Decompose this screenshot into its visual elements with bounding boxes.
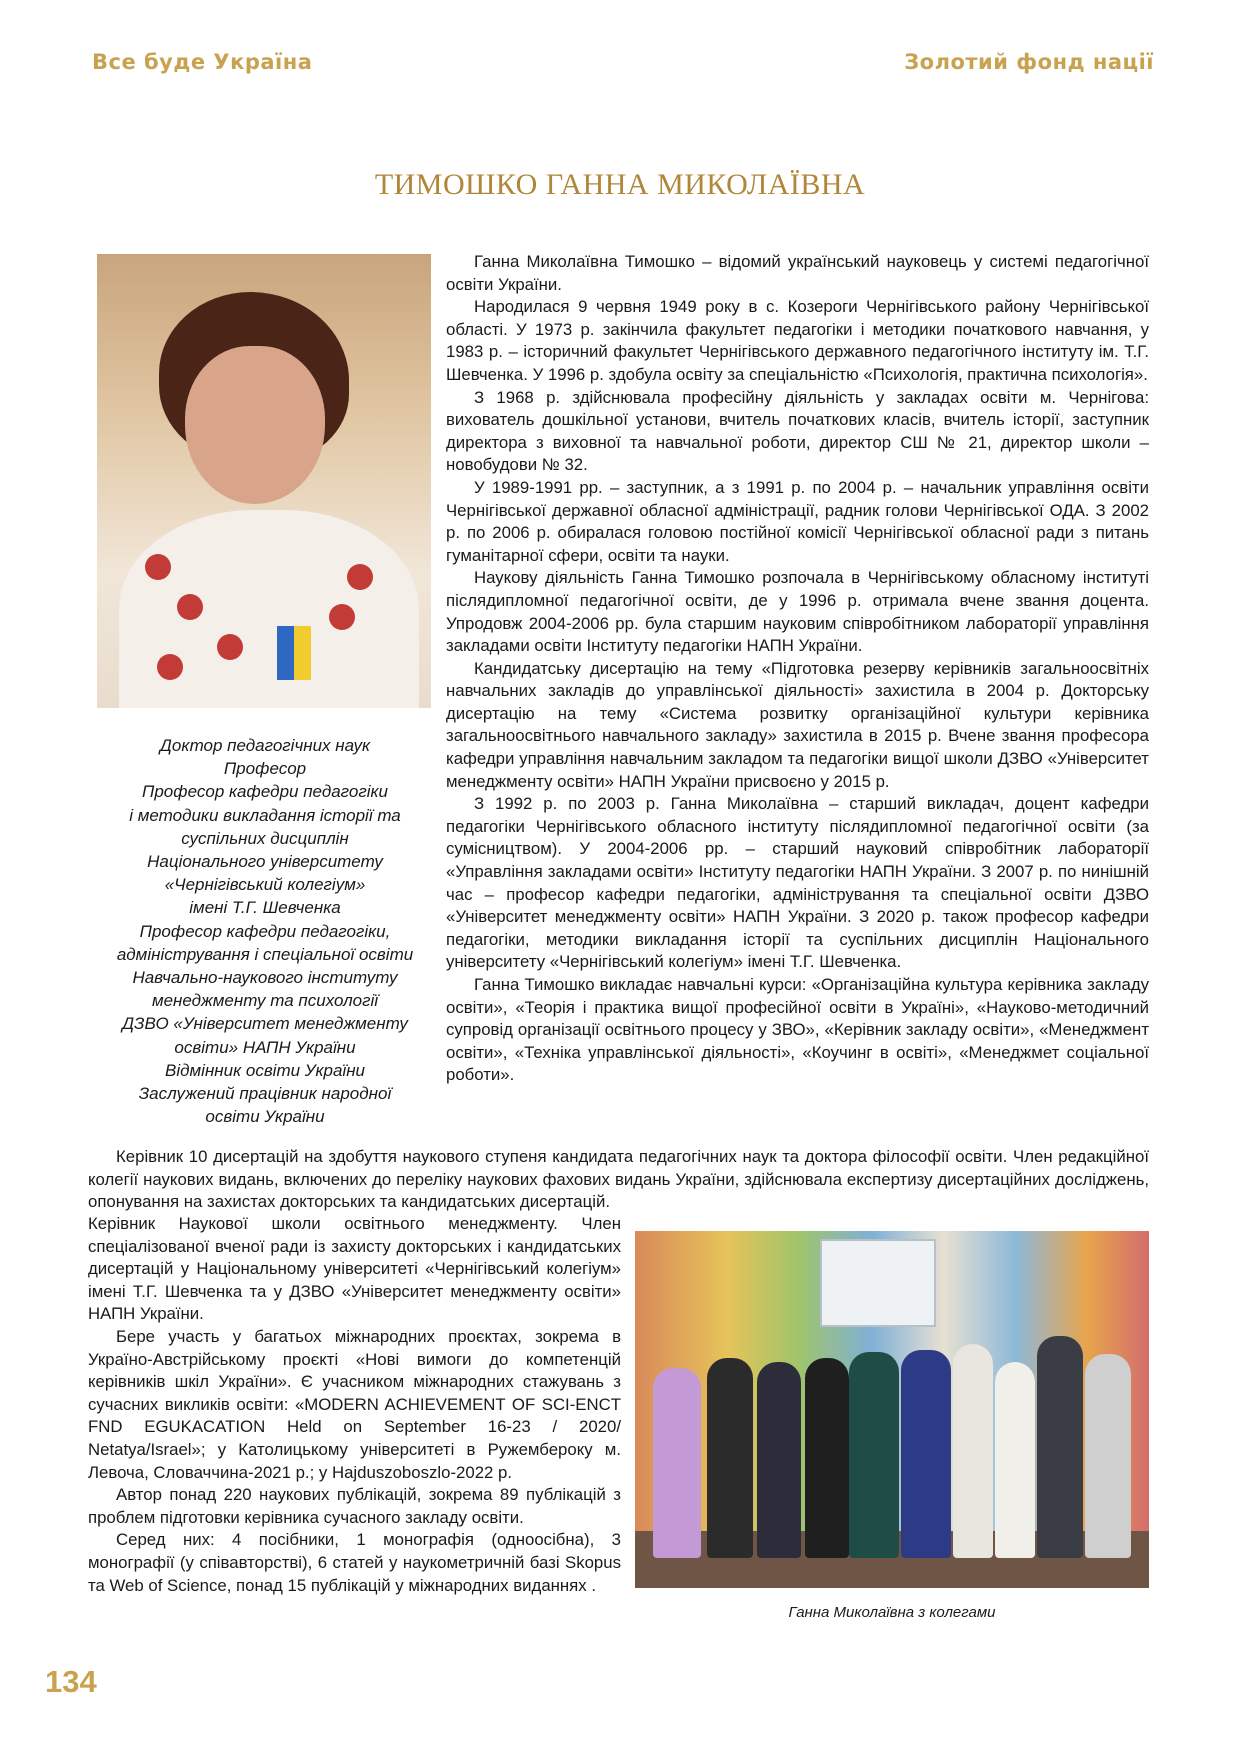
paragraph: Керівник 10 дисертацій на здобуття наукового ступеня кандидата педагогічних наук та доктора філософії освіти. Член редакційної колегії наукових видань, включених до переліку наукових фахових видань України, здійснювала експертизу дисертаційних досліджень, опонування на захистах докторських та кандидатських дисертацій. [88, 1147, 1149, 1212]
caption-line: адміністрування і спеціальної освіти [116, 944, 414, 964]
paragraph: Наукову діяльність Ганна Тимошко розпочала в Чернігівському обласному інституті післядипломної педагогічної освіти, де у 1996 р. отримала вчене звання доцента. Упродовж 2004-2006 рр. була старшим науковим співробітником лабораторії управління закладами освіти Інституту педагогіки НАПН України. [446, 568, 1149, 656]
caption-line: Професор кафедри педагогіки [142, 782, 388, 802]
page-number: 134 [45, 1664, 97, 1699]
caption-line: «Чернігівський колегіум» [164, 875, 366, 895]
paragraph: Серед них: 4 посібники, 1 монографія (одноосібна), 3 монографії (у співавторстві), 6 статей у наукометричній базі Skopus та Web of Science, понад 15 публікацій у міжнародних виданнях . [88, 1530, 621, 1595]
caption-line: Навчально-наукового інституту [132, 968, 398, 988]
caption-line: суспільних дисциплін [181, 828, 349, 848]
group-photo [635, 1231, 1149, 1588]
projector-screen [820, 1239, 936, 1327]
caption-line: менеджменту та психології [151, 991, 379, 1011]
paragraph: У 1989-1991 рр. – заступник, а з 1991 р. по 2004 р. – начальник управління освіти Чернігівської державної обласної адміністрації, радник голови Чернігівської ОДА. З 2002 р. по 2006 р. обиралася головою постійної комісії Чернігівської обласної ради з питань гуманітарної сфери, освіти та науки. [446, 477, 1149, 565]
caption-line: імені Т.Г. Шевченка [189, 898, 341, 918]
paragraph: Кандидатську дисертацію на тему «Підготовка резерву керівників загальноосвітніх навчальних закладів до управлінської діяльності» захистила в 2004 р. Докторську дисертацію на тему «Система розвитку організаційної культури керівника загальноосвітнього навчального закладу» захистила в 2015 р. Вчене звання професора кафедри управління навчальним закладом та педагогіки вищої школи ДЗВО «Університет менеджменту освіти» НАПН України присвоєно у 2015 р. [446, 658, 1149, 791]
ribbon-icon [277, 626, 311, 680]
caption-line: Заслужений працівник народної [138, 1084, 392, 1104]
caption-line: Доктор педагогічних наук [159, 736, 371, 755]
paragraph: Ганна Тимошко викладає навчальні курси: «Організаційна культура керівника закладу освіти», «Теорія і практика вищої професійної освіти в Україні», «Науково-методичний супровід організації освітнього процесу у ЗВО», «Керівник закладу освіти», «Менеджмент освіти», «Техніка управлінської діяльності», «Коучинг в освіті», «Менеджмет соціальної роботи». [446, 975, 1149, 1085]
paragraph: Автор понад 220 наукових публікацій, зокрема 89 публікацій з проблем підготовки керівника сучасного закладу освіти. [88, 1485, 621, 1527]
caption-line: ДЗВО «Університет менеджменту [122, 1014, 408, 1034]
caption-line: освіти» НАПН України [174, 1037, 356, 1057]
portrait-photo [97, 254, 431, 708]
paragraph: Керівник Наукової школи освітнього менеджменту. Член спеціалізованої вченої ради із захисту докторських і кандидатських дисертацій у Національному університеті «Чернігівський колегіум» імені Т.Г. Шевченка та у ДЗВО «Університет менеджменту освіти» НАПН України. [88, 1214, 621, 1324]
running-header-right: Золотий фонд нації [904, 50, 1154, 74]
paragraph: З 1992 р. по 2003 р. Ганна Миколаївна – старший викладач, доцент кафедри педагогіки Чернігівського обласного інституту післядипломної педагогічної освіти (за сумісництвом). У 2004-2006 рр. – старший науковий співробітник лабораторії «Управління закладами освіти» Інституту педагогіки НАПН України. З 2007 р. по нинішній час – професор кафедри педагогіки, адміністрування та спеціальної освіти ДЗВО «Університет менеджменту освіти» НАПН України. З 2020 р. також професор кафедри педагогіки, методики викладання історії та суспільних дисциплін Національного університету «Чернігівський колегіум» імені Т.Г. Шевченка. [446, 794, 1149, 972]
body-full-width [88, 1146, 1149, 1214]
paragraph: Бере участь у багатьох міжнародних проєктах, зокрема в Україно-Австрійському проєкті «Нові вимоги до компетенцій керівників шкіл України». Є учасником міжнародних стажувань з сучасних викликів освіти: «MODERN ACHIEVEMENT OF SCI-ENCT FND EGUKACATION Held on September 16-23 / 2020/ Netatya/Israel»; у Католицькому університеті в Ружембероку м. Левоча, Словаччина-2021 р.; у Hajduszoboszlo-2022 р. [88, 1326, 621, 1482]
caption-line: Відмінник освіти України [165, 1060, 365, 1080]
body-column-left [88, 1213, 621, 1597]
caption-line: Професор кафедри педагогіки, [139, 921, 391, 941]
caption-line: і методики викладання історії та [129, 805, 401, 825]
article-title: ТИМОШКО ГАННА МИКОЛАЇВНА [374, 168, 866, 201]
body-column-right [446, 251, 1149, 1087]
caption-line: Професор [223, 759, 307, 779]
paragraph: Народилася 9 червня 1949 року в с. Козероги Чернігівського району Чернігівської області. У 1973 р. закінчила факультет педагогіки і методики початкового навчання, у 1983 р. – історичний факультет Чернігівського державного педагогічного інституту ім. Т.Г. Шевченка. У 1996 р. здобула освіту за спеціальністю «Психологія, практична психологія». [446, 297, 1149, 384]
photo-caption: Ганна Миколаївна з колегами [788, 1604, 996, 1621]
paragraph: Ганна Миколаївна Тимошко – відомий український науковець у системі педагогічної освіти України. [446, 252, 1149, 294]
paragraph: З 1968 р. здійснювала професійну діяльність у закладах освіти м. Чернігова: вихователь дошкільної установи, вчитель початкових класів, вчитель історії, заступник директора з виховної та навчальної роботи, директор СШ № 21, директор школи – новобудови № 32. [446, 387, 1149, 475]
caption-line: Національного університету [147, 852, 383, 872]
portrait-caption [92, 734, 438, 1128]
caption-line: освіти України [205, 1107, 325, 1127]
running-header-left: Все буде Україна [92, 50, 313, 74]
